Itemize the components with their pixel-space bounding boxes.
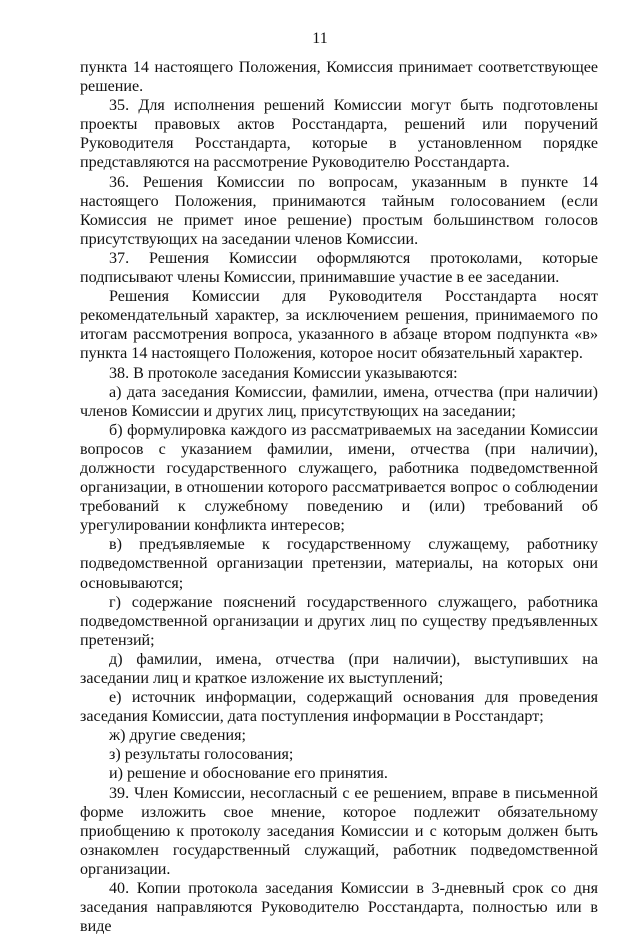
subitem-z: з) результаты голосования;: [109, 746, 294, 764]
subitem-b: б) формулировка каждого из рассматриваемых на заседании Комиссии вопросов с указанием фамилии, имени, отчества (при наличии), должности государственного служащего, работника подведомственной организации, в отношении которого рассматривается вопрос о соблюдении требований к служебному поведению и (или) требований об урегулировании конфликта интересов;: [80, 421, 598, 535]
paragraph-item-38: 38. В протоколе заседания Комиссии указываются:: [109, 364, 458, 382]
subitem-d: д) фамилии, имена, отчества (при наличии), выступивших на заседании лиц и краткое изложение их выступлений;: [80, 650, 598, 687]
paragraph-item-39: 39. Член Комиссии, несогласный с ее решением, вправе в письменной форме изложить свое мнение, которое подлежит обязательному приобщению к протоколу заседания Комиссии и с которым должен быть ознакомлен государственный служащий, работник подведомственной организации.: [80, 784, 598, 878]
subitem-i: и) решение и обоснование его принятия.: [109, 765, 388, 783]
paragraph-item-37: 37. Решения Комиссии оформляются протоколами, которые подписывают члены Комиссии, принимавшие участие в ее заседании.: [80, 249, 598, 287]
paragraph-item-40: 40. Копии протокола заседания Комиссии в 3-дневный срок со дня заседания направляются Руководителю Росстандарта, полностью или в виде: [80, 880, 598, 936]
document-body: [80, 58, 598, 936]
subitem-e: е) источник информации, содержащий основания для проведения заседания Комиссии, дата поступления информации в Росстандарт;: [80, 689, 598, 726]
page-number: 11: [312, 30, 328, 47]
subitem-zh: ж) другие сведения;: [109, 727, 246, 745]
subitem-a: а) дата заседания Комиссии, фамилии, имена, отчества (при наличии) членов Комиссии и других лиц, присутствующих на заседании;: [80, 383, 598, 420]
paragraph-item-37-note: Решения Комиссии для Руководителя Росстандарта носят рекомендательный характер, за исключением решения, принимаемого по итогам рассмотрения вопроса, указанного в абзаце втором подпункта «в» пункта 14 настоящего Положения, которое носит обязательный характер.: [80, 288, 598, 363]
subitem-v: в) предъявляемые к государственному служащему, работнику подведомственной организации претензии, материалы, на которых они основываются;: [80, 536, 598, 592]
paragraph-item-36: 36. Решения Комиссии по вопросам, указанным в пункте 14 настоящего Положения, принимаются тайным голосованием (если Комиссия не примет иное решение) простым большинством голосов присутствующих на заседании членов Комиссии.: [80, 173, 598, 248]
paragraph: пункта 14 настоящего Положения, Комиссия принимает соответствующее решение.: [80, 59, 598, 96]
paragraph-item-35: 35. Для исполнения решений Комиссии могут быть подготовлены проекты правовых актов Росстандарта, решений или поручений Руководителя Росстандарта, которые в установленном порядке представляются на рассмотрение Руководителю Росстандарта.: [80, 97, 598, 172]
subitem-g: г) содержание пояснений государственного служащего, работника подведомственной организации и других лиц по существу предъявленных претензий;: [80, 593, 598, 649]
